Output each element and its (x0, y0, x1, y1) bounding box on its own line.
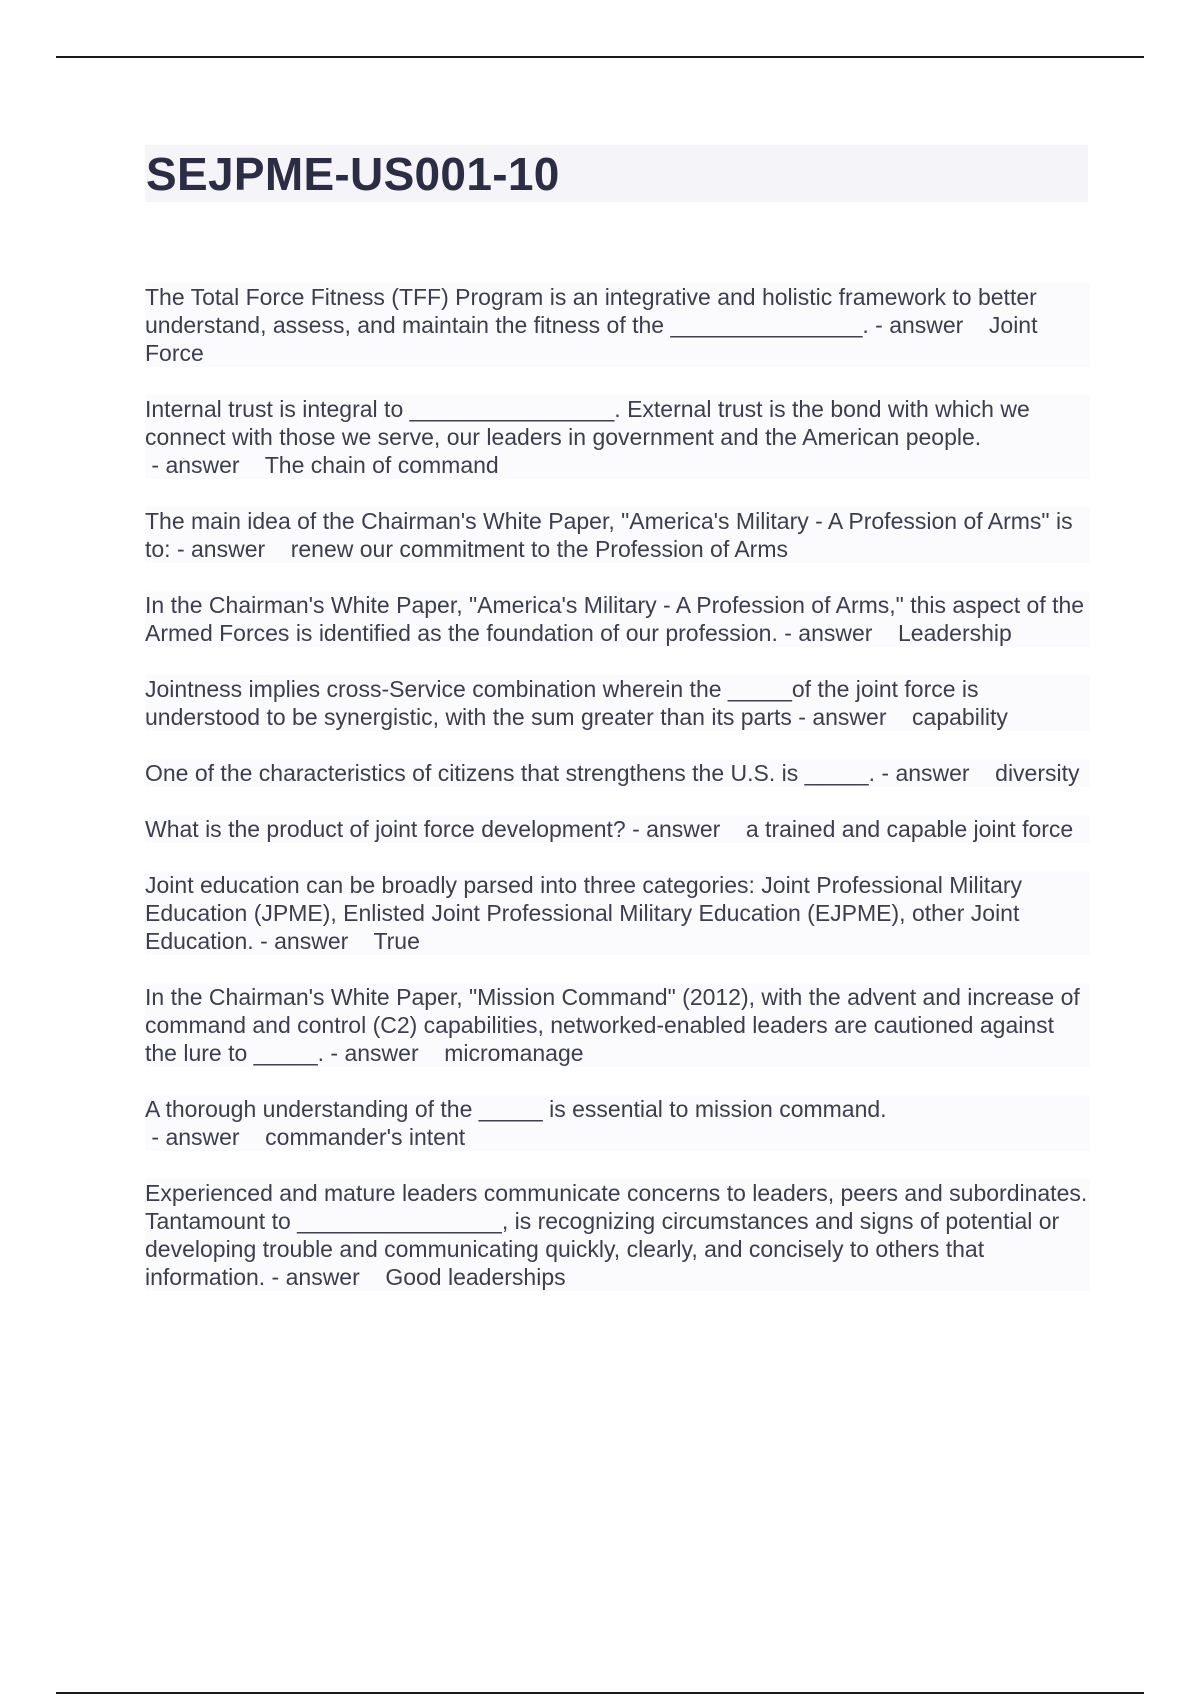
question-text: A thorough understanding of the _____ is essential to mission command. (145, 1096, 887, 1122)
answer-text: The chain of command (264, 452, 499, 478)
qa-item (145, 1095, 1090, 1151)
question-text: In the Chairman's White Paper, "Mission Command" (2012), with the advent and increase of command and control (C2) capabilities, networked-enabled leaders are cautioned against the lure to _____. (145, 984, 1080, 1066)
answer-separator: - answer (868, 312, 989, 338)
question-text: What is the product of joint force development? (145, 816, 626, 842)
answer-text: diversity (995, 760, 1080, 786)
answer-text: capability (912, 704, 1008, 730)
qa-item (145, 591, 1090, 647)
question-text: In the Chairman's White Paper, "America's Military - A Profession of Arms," this aspect of the Armed Forces is identified as the foundation of our profession. (145, 592, 1085, 646)
question-text: Jointness implies cross-Service combination wherein the _____of the joint force is understood to be synergistic, with the sum greater than its parts (145, 676, 979, 730)
qa-item (145, 675, 1090, 731)
answer-text: micromanage (444, 1040, 584, 1066)
bottom-rule (56, 1692, 1144, 1694)
answer-separator: - answer (265, 1264, 386, 1290)
qa-item (145, 759, 1090, 787)
answer-text: a trained and capable joint force (745, 816, 1074, 842)
qa-item (145, 395, 1090, 479)
answer-text: commander's intent (265, 1124, 466, 1150)
answer-text: True (373, 928, 420, 954)
qa-item (145, 871, 1090, 955)
qa-item (145, 815, 1090, 843)
answer-separator: - answer (145, 1124, 266, 1150)
question-text: Internal trust is integral to ________________. External trust is the bond with which we connect with those we serve, our leaders in government and the American people. (145, 396, 1030, 450)
qa-item (145, 283, 1090, 367)
qa-item (145, 983, 1090, 1067)
question-text: One of the characteristics of citizens that strengthens the U.S. is _____. (145, 760, 875, 786)
answer-separator: - answer (145, 452, 265, 478)
question-text: Joint education can be broadly parsed into three categories: Joint Professional Military Education (JPME), Enlisted Joint Professional Military Education (EJPME), other Joint Education. (145, 872, 1023, 954)
question-text: The Total Force Fitness (TFF) Program is an integrative and holistic framework to better understand, assess, and maintain the fitness of the _______________. (145, 284, 1037, 338)
answer-separator: - answer (170, 536, 291, 562)
answer-text: renew our commitment to the Profession of Arms (290, 536, 788, 562)
question-text: The main idea of the Chairman's White Paper, "America's Military - A Profession of Arms" is to: (145, 508, 1073, 562)
answer-separator: - answer (875, 760, 996, 786)
answer-separator: - answer (791, 704, 913, 730)
answer-text: Good leaderships (385, 1264, 566, 1290)
answer-separator: - answer (777, 620, 899, 646)
document-title: SEJPME-US001-10 (146, 148, 560, 200)
answer-separator: - answer (324, 1040, 445, 1066)
question-text: Experienced and mature leaders communicate concerns to leaders, peers and subordinates. Tantamount to ________________, is recognizing circumstances and signs of potential or developing trouble and communicating quickly, clearly, and concisely to others that information. (145, 1180, 1088, 1290)
answer-text: Joint Force (145, 312, 1038, 366)
qa-list (145, 283, 1090, 1319)
top-rule (56, 56, 1144, 58)
qa-item (145, 1179, 1090, 1291)
answer-separator: - answer (253, 928, 374, 954)
answer-text: Leadership (898, 620, 1012, 646)
qa-item (145, 507, 1090, 563)
answer-separator: - answer (625, 816, 746, 842)
